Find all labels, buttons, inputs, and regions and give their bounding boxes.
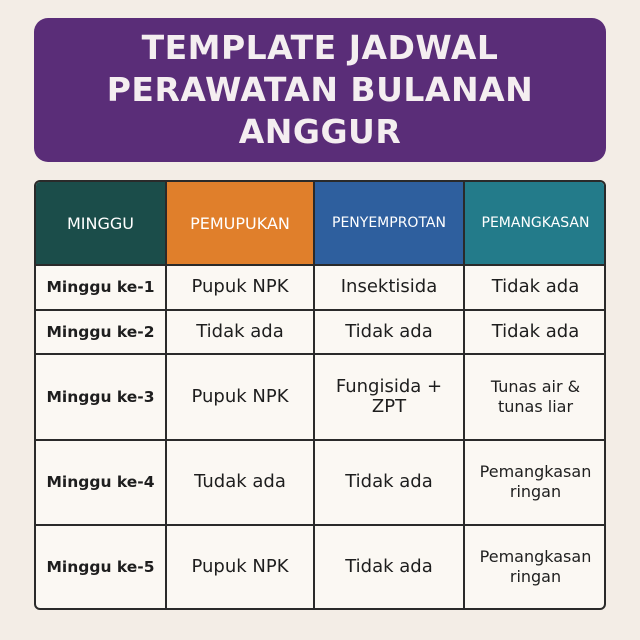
- cell-minggu: Minggu ke-2: [36, 310, 166, 355]
- table-row: [36, 310, 606, 355]
- cell-pemangkasan: Tidak ada: [464, 265, 606, 310]
- cell-minggu: Minggu ke-4: [36, 440, 166, 525]
- cell-pemangkasan: Tidak ada: [464, 310, 606, 355]
- header-minggu: MINGGU: [36, 182, 166, 265]
- cell-pemupukan: Tudak ada: [166, 440, 314, 525]
- page-title: TEMPLATE JADWAL PERAWATAN BULANAN ANGGUR: [106, 28, 534, 151]
- title-banner: [34, 18, 606, 162]
- table-row: [36, 354, 606, 439]
- cell-penyemprotan: Insektisida: [314, 265, 464, 310]
- schedule-table: [34, 180, 606, 610]
- cell-pemupukan: Pupuk NPK: [166, 525, 314, 608]
- header-pemangkasan: PEMANGKASAN: [464, 182, 606, 265]
- cell-pemupukan: Pupuk NPK: [166, 265, 314, 310]
- header-pemupukan: PEMUPUKAN: [166, 182, 314, 265]
- cell-minggu: Minggu ke-5: [36, 525, 166, 608]
- table-row: [36, 265, 606, 310]
- cell-penyemprotan: Tidak ada: [314, 525, 464, 608]
- cell-penyemprotan: Tidak ada: [314, 310, 464, 355]
- header-penyemprotan: PENYEMPROTAN: [314, 182, 464, 265]
- cell-minggu: Minggu ke-1: [36, 265, 166, 310]
- cell-minggu: Minggu ke-3: [36, 354, 166, 439]
- cell-pemangkasan: Tunas air & tunas liar: [464, 354, 606, 439]
- cell-pemupukan: Pupuk NPK: [166, 354, 314, 439]
- cell-penyemprotan: Tidak ada: [314, 440, 464, 525]
- table-row: [36, 440, 606, 525]
- cell-penyemprotan: Fungisida + ZPT: [314, 354, 464, 439]
- cell-pemangkasan: Pemangkasan ringan: [479, 546, 592, 586]
- cell-pemupukan: Tidak ada: [166, 310, 314, 355]
- table-header-row: [36, 182, 606, 265]
- table-row: [36, 525, 606, 608]
- cell-pemangkasan: Pemangkasan ringan: [464, 440, 606, 525]
